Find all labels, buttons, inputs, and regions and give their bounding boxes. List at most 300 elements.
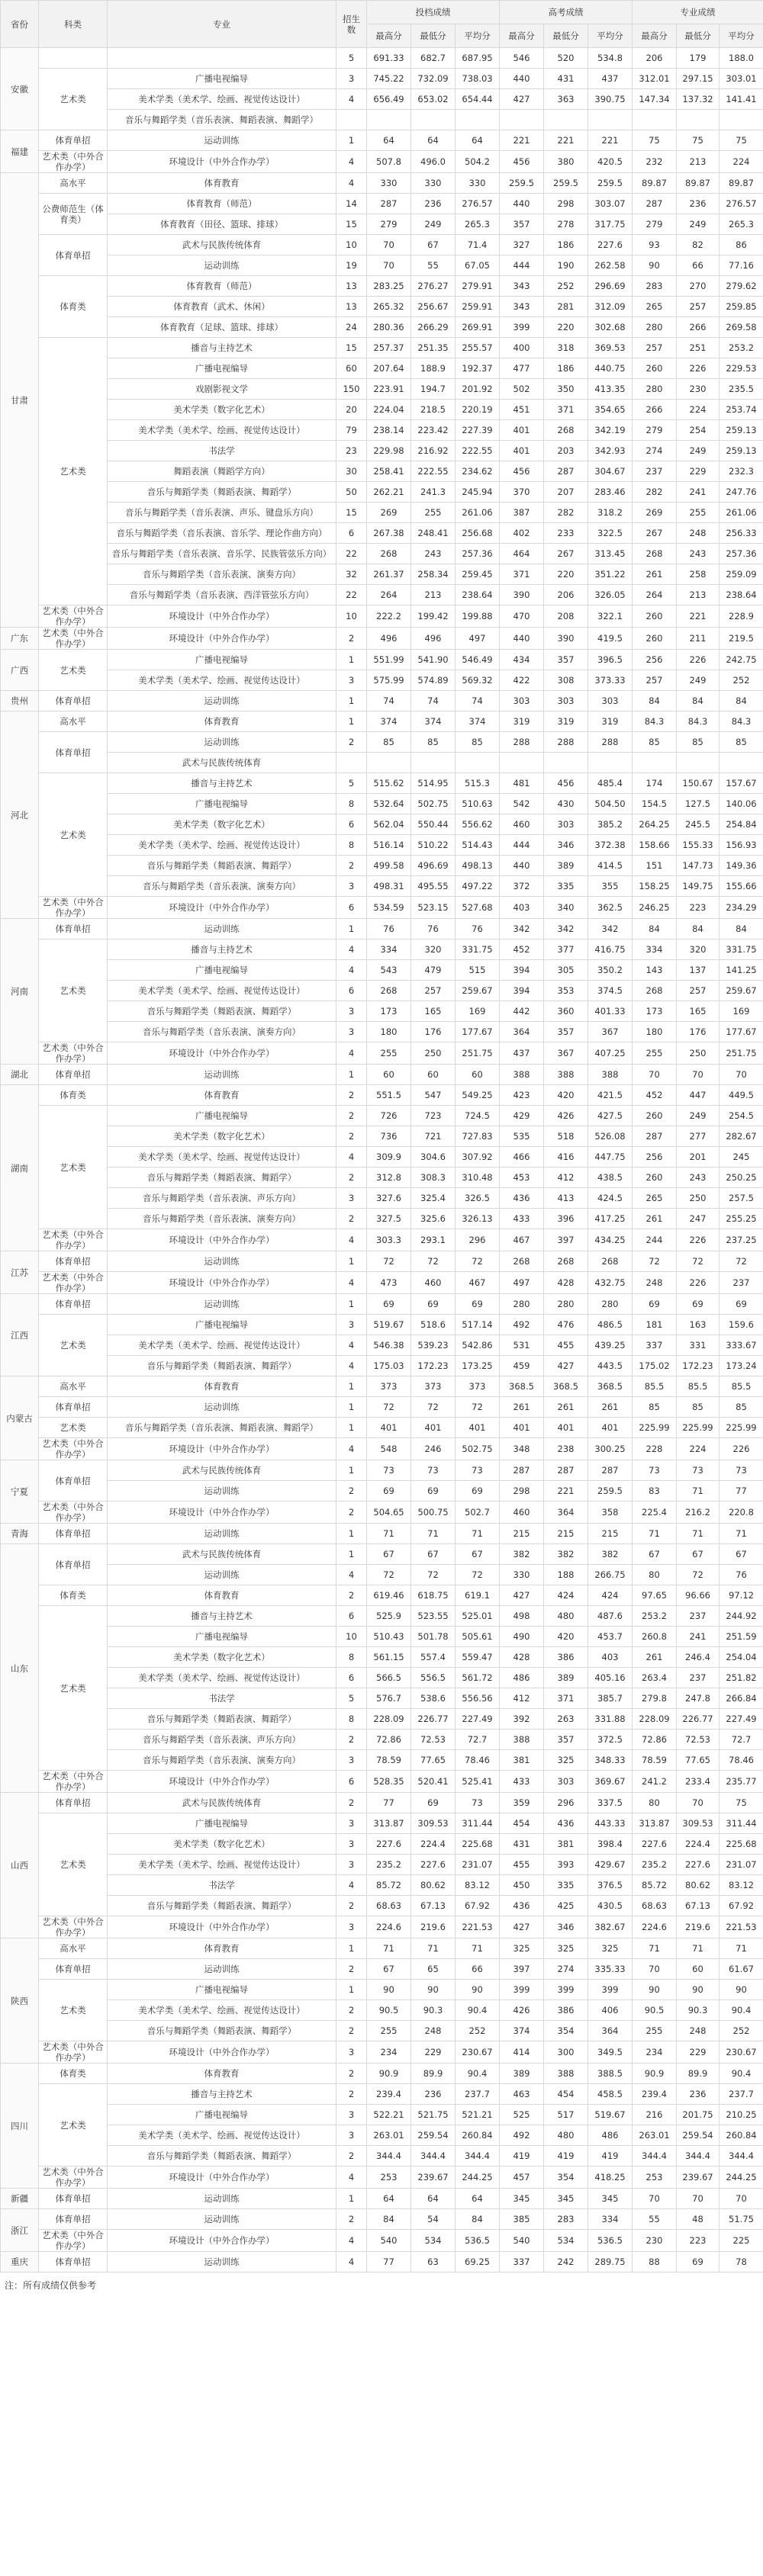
file-max-cell: 551.99 <box>367 650 411 670</box>
file-max-cell: 85.72 <box>367 1875 411 1896</box>
category-cell: 体育单招 <box>39 1251 108 1272</box>
hs-min-cell: 261 <box>544 1397 588 1418</box>
major-cell: 运动训练 <box>108 1251 336 1272</box>
pro-max-cell: 287 <box>633 1126 677 1147</box>
file-min-cell: 229 <box>411 2041 456 2064</box>
pro-max-cell: 244 <box>633 1229 677 1251</box>
category-cell: 艺术类 <box>39 1418 108 1438</box>
hs-avg-cell: 458.5 <box>588 2084 633 2105</box>
hs-min-cell: 480 <box>544 2125 588 2146</box>
province-cell: 广东 <box>1 628 39 650</box>
pro-avg-cell: 90.4 <box>720 2064 763 2084</box>
pro-min-cell: 48 <box>677 2209 720 2230</box>
enroll-cell: 1 <box>336 650 367 670</box>
pro-avg-cell: 238.64 <box>720 585 763 605</box>
pro-min-cell: 71 <box>677 1938 720 1959</box>
pro-avg-cell: 252 <box>720 2021 763 2041</box>
hs-min-cell: 305 <box>544 960 588 981</box>
table-row <box>1 1750 763 1771</box>
major-cell: 运动训练 <box>108 1065 336 1085</box>
table-row <box>1 773 763 794</box>
hs-min-cell: 389 <box>544 1668 588 1688</box>
table-row <box>1 276 763 297</box>
major-cell: 美术学类（美术学、绘画、视觉传达设计） <box>108 1335 336 1356</box>
enroll-cell: 8 <box>336 835 367 856</box>
enroll-cell: 2 <box>336 2000 367 2021</box>
pro-avg-cell: 155.66 <box>720 876 763 897</box>
file-avg-cell: 261.06 <box>456 503 500 523</box>
hs-avg-cell: 414.5 <box>588 856 633 876</box>
hs-min-cell: 238 <box>544 1438 588 1460</box>
file-min-cell: 501.78 <box>411 1627 456 1647</box>
hs-max-cell: 221 <box>500 130 544 151</box>
pro-avg-cell: 234.29 <box>720 897 763 919</box>
file-avg-cell: 556.56 <box>456 1688 500 1709</box>
major-cell: 广播电视编导 <box>108 1106 336 1126</box>
pro-max-cell: 90.5 <box>633 2000 677 2021</box>
table-row <box>1 711 763 732</box>
table-row <box>1 2021 763 2041</box>
file-avg-cell: 67.92 <box>456 1896 500 1916</box>
pro-max-cell: 89.87 <box>633 173 677 194</box>
hs-min-cell: 318 <box>544 338 588 358</box>
file-min-cell: 176 <box>411 1022 456 1042</box>
file-avg-cell: 527.68 <box>456 897 500 919</box>
file-max-cell: 69 <box>367 1294 411 1315</box>
hs-min-cell: 416 <box>544 1147 588 1168</box>
file-min-cell: 373 <box>411 1376 456 1397</box>
table-row <box>1 1065 763 1085</box>
major-cell: 体育教育 <box>108 2064 336 2084</box>
pro-max-cell: 246.25 <box>633 897 677 919</box>
hs-avg-cell: 351.22 <box>588 564 633 585</box>
hs-min-cell: 325 <box>544 1938 588 1959</box>
pro-max-cell: 257 <box>633 338 677 358</box>
enroll-cell: 5 <box>336 1688 367 1709</box>
table-row <box>1 2000 763 2021</box>
major-cell: 美术学类（美术学、绘画、视觉传达设计） <box>108 835 336 856</box>
hs-max-cell: 261 <box>500 1397 544 1418</box>
file-min-cell: 69 <box>411 1294 456 1315</box>
enroll-cell: 1 <box>336 130 367 151</box>
file-max-cell: 77 <box>367 2252 411 2272</box>
major-cell: 环境设计（中外合作办学） <box>108 1916 336 1938</box>
enroll-cell: 15 <box>336 338 367 358</box>
province-cell: 河南 <box>1 919 39 1065</box>
hs-avg-cell: 437 <box>588 69 633 89</box>
enroll-cell: 6 <box>336 1668 367 1688</box>
pro-min-cell: 90 <box>677 1980 720 2000</box>
hs-max-cell: 399 <box>500 1980 544 2000</box>
file-avg-cell: 619.1 <box>456 1585 500 1606</box>
hs-min-cell: 346 <box>544 835 588 856</box>
hs-max-cell: 450 <box>500 1875 544 1896</box>
pro-min-cell: 226 <box>677 358 720 379</box>
file-avg-cell: 73 <box>456 1460 500 1481</box>
table-row <box>1 1834 763 1855</box>
hs-min-cell: 426 <box>544 1106 588 1126</box>
file-min-cell: 574.89 <box>411 670 456 691</box>
hs-avg-cell: 401 <box>588 1418 633 1438</box>
major-cell: 广播电视编导 <box>108 1315 336 1335</box>
file-avg-cell: 67 <box>456 1544 500 1565</box>
file-min-cell: 172.23 <box>411 1356 456 1376</box>
pro-max-cell: 269 <box>633 503 677 523</box>
province-cell: 福建 <box>1 130 39 173</box>
hs-avg-cell: 350.2 <box>588 960 633 981</box>
pro-avg-cell: 226 <box>720 1438 763 1460</box>
hs-min-cell: 354 <box>544 2166 588 2189</box>
enroll-cell: 1 <box>336 1980 367 2000</box>
table-row <box>1 1916 763 1938</box>
hs-avg-cell: 504.50 <box>588 794 633 814</box>
file-max-cell: 71 <box>367 1938 411 1959</box>
file-max-cell: 576.7 <box>367 1688 411 1709</box>
file-avg-cell: 569.32 <box>456 670 500 691</box>
hs-avg-cell: 453.7 <box>588 1627 633 1647</box>
file-max-cell: 498.31 <box>367 876 411 897</box>
hs-min-cell: 283 <box>544 2209 588 2230</box>
pro-avg-cell: 250.25 <box>720 1168 763 1188</box>
hs-avg-cell: 312.09 <box>588 297 633 317</box>
hs-max-cell: 467 <box>500 1229 544 1251</box>
pro-max-cell: 228.09 <box>633 1709 677 1730</box>
category-cell: 高水平 <box>39 1938 108 1959</box>
major-cell: 环境设计（中外合作办学） <box>108 1502 336 1524</box>
pro-max-cell: 158.25 <box>633 876 677 897</box>
file-min-cell: 502.75 <box>411 794 456 814</box>
enroll-cell: 1 <box>336 1938 367 1959</box>
category-cell: 艺术类 <box>39 1606 108 1771</box>
pro-avg-cell: 86 <box>720 235 763 255</box>
pro-min-cell: 266 <box>677 317 720 338</box>
pro-max-cell: 255 <box>633 2021 677 2041</box>
table-row <box>1 1251 763 1272</box>
category-cell: 艺术类 <box>39 1106 108 1229</box>
hs-avg-cell: 382 <box>588 1544 633 1565</box>
file-min-cell: 618.75 <box>411 1585 456 1606</box>
hs-max-cell: 401 <box>500 420 544 441</box>
file-avg-cell: 231.07 <box>456 1855 500 1875</box>
file-min-cell: 510.22 <box>411 835 456 856</box>
hs-max-cell: 382 <box>500 1544 544 1565</box>
header-category: 科类 <box>39 1 108 48</box>
hs-avg-cell: 420.5 <box>588 151 633 173</box>
file-max-cell: 309.9 <box>367 1147 411 1168</box>
major-cell: 美术学类（数字化艺术） <box>108 814 336 835</box>
pro-avg-cell: 254.04 <box>720 1647 763 1668</box>
file-avg-cell: 279.91 <box>456 276 500 297</box>
hs-max-cell: 412 <box>500 1688 544 1709</box>
pro-max-cell: 279 <box>633 420 677 441</box>
file-max-cell: 72 <box>367 1397 411 1418</box>
file-min-cell: 479 <box>411 960 456 981</box>
pro-avg-cell: 333.67 <box>720 1335 763 1356</box>
file-avg-cell: 724.5 <box>456 1106 500 1126</box>
table-row <box>1 69 763 89</box>
major-cell: 美术学类（美术学、绘画、视觉传达设计） <box>108 89 336 110</box>
file-min-cell: 293.1 <box>411 1229 456 1251</box>
hs-max-cell: 437 <box>500 1042 544 1065</box>
table-row <box>1 420 763 441</box>
major-cell: 环境设计（中外合作办学） <box>108 1042 336 1065</box>
hs-min-cell: 431 <box>544 69 588 89</box>
table-row <box>1 2209 763 2230</box>
file-max-cell: 64 <box>367 130 411 151</box>
table-row <box>1 544 763 564</box>
hs-avg-cell: 335.33 <box>588 1959 633 1980</box>
category-cell: 高水平 <box>39 173 108 194</box>
hs-min-cell: 420 <box>544 1627 588 1647</box>
file-min-cell: 550.44 <box>411 814 456 835</box>
file-max-cell: 235.2 <box>367 1855 411 1875</box>
file-min-cell: 165 <box>411 1001 456 1022</box>
hs-max-cell: 497 <box>500 1272 544 1294</box>
pro-max-cell: 154.5 <box>633 794 677 814</box>
hs-avg-cell: 439.25 <box>588 1335 633 1356</box>
pro-avg-cell: 75 <box>720 1793 763 1813</box>
file-max-cell: 77 <box>367 1793 411 1813</box>
pro-avg-cell: 253.74 <box>720 400 763 420</box>
file-avg-cell: 687.95 <box>456 48 500 69</box>
file-max-cell: 67 <box>367 1959 411 1980</box>
hs-avg-cell: 362.5 <box>588 897 633 919</box>
file-min-cell: 77.65 <box>411 1750 456 1771</box>
category-cell: 艺术类（中外合作办学） <box>39 1229 108 1251</box>
enroll-cell: 6 <box>336 897 367 919</box>
pro-max-cell: 312.01 <box>633 69 677 89</box>
hs-avg-cell: 385.7 <box>588 1688 633 1709</box>
file-avg-cell: 64 <box>456 130 500 151</box>
hs-min-cell: 367 <box>544 1042 588 1065</box>
pro-max-cell: 147.34 <box>633 89 677 110</box>
hs-min-cell: 354 <box>544 2021 588 2041</box>
enroll-cell: 4 <box>336 173 367 194</box>
file-avg-cell: 69 <box>456 1294 500 1315</box>
enroll-cell: 2 <box>336 1730 367 1750</box>
major-cell: 广播电视编导 <box>108 794 336 814</box>
category-cell: 高水平 <box>39 1376 108 1397</box>
major-cell: 广播电视编导 <box>108 1980 336 2000</box>
file-max-cell: 261.37 <box>367 564 411 585</box>
enroll-cell: 1 <box>336 1460 367 1481</box>
major-cell: 武术与民族传统体育 <box>108 1793 336 1813</box>
enroll-cell: 3 <box>336 1022 367 1042</box>
enroll-cell: 15 <box>336 503 367 523</box>
pro-avg-cell: 173.24 <box>720 1356 763 1376</box>
file-max-cell: 253 <box>367 2166 411 2189</box>
file-min-cell: 71 <box>411 1524 456 1544</box>
file-avg-cell: 222.55 <box>456 441 500 461</box>
major-cell <box>108 48 336 69</box>
pro-avg-cell: 229.53 <box>720 358 763 379</box>
pro-max-cell: 280 <box>633 379 677 400</box>
file-avg-cell: 259.91 <box>456 297 500 317</box>
major-cell: 音乐与舞蹈学类（音乐表演、声乐、键盘乐方向） <box>108 503 336 523</box>
pro-min-cell: 257 <box>677 297 720 317</box>
file-max-cell: 532.64 <box>367 794 411 814</box>
file-max-cell: 262.21 <box>367 482 411 503</box>
hs-avg-cell: 364 <box>588 2021 633 2041</box>
major-cell: 运动训练 <box>108 2209 336 2230</box>
major-cell: 广播电视编导 <box>108 1627 336 1647</box>
category-cell: 艺术类 <box>39 338 108 605</box>
category-cell: 艺术类 <box>39 1980 108 2041</box>
enroll-cell: 6 <box>336 1606 367 1627</box>
pro-max-cell: 253.2 <box>633 1606 677 1627</box>
hs-max-cell: 371 <box>500 564 544 585</box>
pro-min-cell: 69 <box>677 2252 720 2272</box>
hs-max-cell <box>500 110 544 130</box>
hs-max-cell: 399 <box>500 317 544 338</box>
hs-max-cell: 444 <box>500 255 544 276</box>
file-avg-cell: 66 <box>456 1959 500 1980</box>
file-avg-cell: 556.62 <box>456 814 500 835</box>
file-max-cell: 224.6 <box>367 1916 411 1938</box>
table-row <box>1 1460 763 1481</box>
pro-max-cell: 85 <box>633 732 677 753</box>
major-cell: 体育教育 <box>108 1938 336 1959</box>
enroll-cell: 3 <box>336 1315 367 1335</box>
hs-max-cell: 486 <box>500 1668 544 1688</box>
file-min-cell: 73 <box>411 1460 456 1481</box>
hs-avg-cell: 388.5 <box>588 2064 633 2084</box>
major-cell: 舞蹈表演（舞蹈学方向） <box>108 461 336 482</box>
file-avg-cell: 199.88 <box>456 605 500 628</box>
category-cell: 艺术类 <box>39 2084 108 2166</box>
pro-min-cell: 72 <box>677 1251 720 1272</box>
category-cell: 艺术类（中外合作办学） <box>39 605 108 628</box>
file-avg-cell: 90 <box>456 1980 500 2000</box>
file-max-cell: 327.6 <box>367 1188 411 1209</box>
file-min-cell: 401 <box>411 1418 456 1438</box>
file-max-cell: 516.14 <box>367 835 411 856</box>
table-row <box>1 255 763 276</box>
pro-min-cell: 89.87 <box>677 173 720 194</box>
major-cell: 音乐与舞蹈学类（音乐表演、演奏方向） <box>108 1750 336 1771</box>
file-max-cell: 64 <box>367 2189 411 2209</box>
category-cell: 艺术类（中外合作办学） <box>39 1042 108 1065</box>
file-min-cell: 64 <box>411 2189 456 2209</box>
major-cell: 音乐与舞蹈学类（舞蹈表演、舞蹈学） <box>108 1001 336 1022</box>
enroll-cell: 2 <box>336 1585 367 1606</box>
hs-max-cell: 345 <box>500 2189 544 2209</box>
hs-max-cell: 457 <box>500 2166 544 2189</box>
major-cell: 体育教育（足球、篮球、排球） <box>108 317 336 338</box>
file-avg-cell: 220.19 <box>456 400 500 420</box>
pro-min-cell: 247 <box>677 1209 720 1229</box>
pro-min-cell: 237 <box>677 1606 720 1627</box>
file-max-cell: 327.5 <box>367 1209 411 1229</box>
hs-min-cell: 342 <box>544 919 588 940</box>
header-hs-avg: 平均分 <box>588 24 633 48</box>
hs-max-cell: 440 <box>500 628 544 650</box>
file-min-cell: 74 <box>411 691 456 711</box>
pro-avg-cell: 70 <box>720 2189 763 2209</box>
pro-max-cell: 88 <box>633 2252 677 2272</box>
enroll-cell: 15 <box>336 214 367 235</box>
hs-avg-cell: 398.4 <box>588 1834 633 1855</box>
file-min-cell: 344.4 <box>411 2146 456 2166</box>
major-cell: 美术学类（美术学、绘画、视觉传达设计） <box>108 1668 336 1688</box>
file-min-cell: 460 <box>411 1272 456 1294</box>
hs-max-cell: 343 <box>500 276 544 297</box>
hs-avg-cell: 368.5 <box>588 1376 633 1397</box>
table-row <box>1 732 763 753</box>
file-max-cell: 173 <box>367 1001 411 1022</box>
table-row <box>1 1544 763 1565</box>
enroll-cell: 24 <box>336 317 367 338</box>
hs-avg-cell: 430.5 <box>588 1896 633 1916</box>
file-max-cell: 258.41 <box>367 461 411 482</box>
hs-avg-cell: 283.46 <box>588 482 633 503</box>
table-row <box>1 1229 763 1251</box>
pro-max-cell: 260 <box>633 358 677 379</box>
hs-min-cell: 427 <box>544 1356 588 1376</box>
hs-avg-cell: 349.5 <box>588 2041 633 2064</box>
file-min-cell: 64 <box>411 130 456 151</box>
file-max-cell: 736 <box>367 1126 411 1147</box>
header-file-min: 最低分 <box>411 24 456 48</box>
pro-max-cell: 55 <box>633 2209 677 2230</box>
hs-avg-cell: 519.67 <box>588 2105 633 2125</box>
hs-max-cell: 374 <box>500 2021 544 2041</box>
hs-max-cell: 400 <box>500 338 544 358</box>
file-avg-cell: 177.67 <box>456 1022 500 1042</box>
pro-avg-cell: 227.49 <box>720 1709 763 1730</box>
major-cell: 音乐与舞蹈学类（舞蹈表演、舞蹈学） <box>108 1709 336 1730</box>
file-min-cell <box>411 110 456 130</box>
file-max-cell: 525.9 <box>367 1606 411 1627</box>
hs-min-cell: 287 <box>544 1460 588 1481</box>
file-max-cell: 656.49 <box>367 89 411 110</box>
category-cell: 艺术类（中外合作办学） <box>39 1502 108 1524</box>
enroll-cell: 4 <box>336 1438 367 1460</box>
hs-avg-cell: 486.5 <box>588 1315 633 1335</box>
enroll-cell: 8 <box>336 1709 367 1730</box>
category-cell: 公费师范生（体育类） <box>39 194 108 235</box>
file-min-cell: 243 <box>411 544 456 564</box>
table-row <box>1 358 763 379</box>
file-max-cell: 255 <box>367 2021 411 2041</box>
pro-min-cell: 71 <box>677 1524 720 1544</box>
file-max-cell: 519.67 <box>367 1315 411 1335</box>
enroll-cell: 4 <box>336 1272 367 1294</box>
file-avg-cell: 71.4 <box>456 235 500 255</box>
hs-min-cell: 456 <box>544 773 588 794</box>
province-cell: 陕西 <box>1 1938 39 2064</box>
hs-max-cell: 492 <box>500 1315 544 1335</box>
province-cell: 浙江 <box>1 2209 39 2252</box>
hs-max-cell: 325 <box>500 1938 544 1959</box>
file-min-cell: 496.69 <box>411 856 456 876</box>
enroll-cell: 2 <box>336 1126 367 1147</box>
table-row <box>1 897 763 919</box>
table-row <box>1 2105 763 2125</box>
file-min-cell: 518.6 <box>411 1315 456 1335</box>
file-avg-cell: 269.91 <box>456 317 500 338</box>
table-row <box>1 876 763 897</box>
pro-max-cell: 174 <box>633 773 677 794</box>
hs-max-cell: 540 <box>500 2230 544 2252</box>
hs-min-cell: 303 <box>544 814 588 835</box>
pro-max-cell: 232 <box>633 151 677 173</box>
hs-avg-cell: 221 <box>588 130 633 151</box>
file-min-cell: 54 <box>411 2209 456 2230</box>
major-cell: 音乐与舞蹈学类（舞蹈表演、舞蹈学） <box>108 856 336 876</box>
enroll-cell: 2 <box>336 732 367 753</box>
file-avg-cell: 227.49 <box>456 1709 500 1730</box>
